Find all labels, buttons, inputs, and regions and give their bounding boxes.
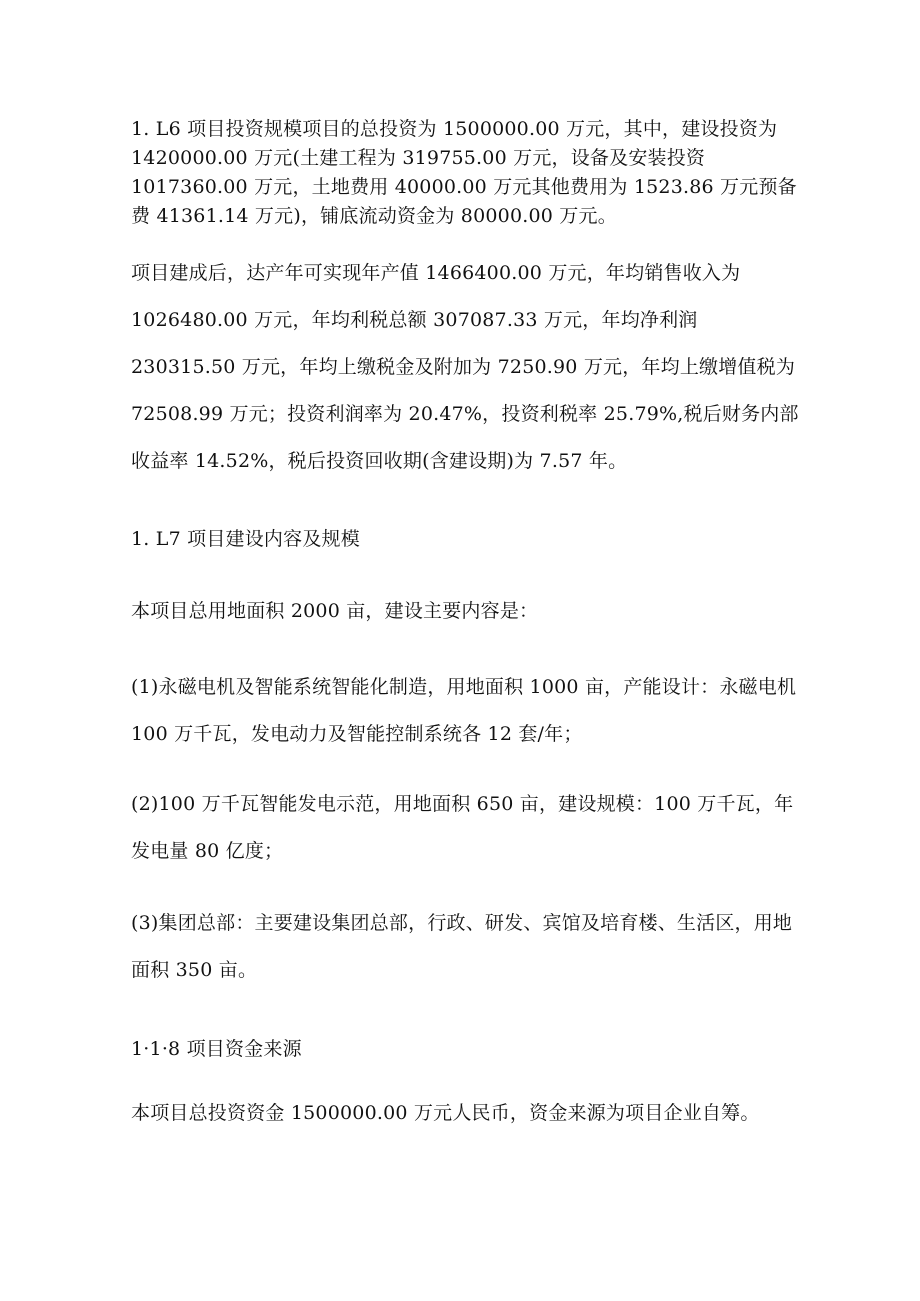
section-heading-funding-source: 1·1·8 项目资金来源 — [131, 1038, 302, 1060]
investment-scale-paragraph: 1. L6 项目投资规模项目的总投资为 1500000.00 万元，其中，建设投资为 1420000.00 万元(土建工程为 319755.00 万元，设备及安装投资 1017360.00 万元，土地费用 40000.00 万元其他费用为 1523.86 万元预备费 41361.14 万元)，铺底流动资金为 80000.00 万元。 — [131, 118, 797, 227]
construction-item-2: (2)100 万千瓦智能发电示范，用地面积 650 亩，建设规模：100 万千瓦，年发电量 80 亿度； — [131, 793, 794, 862]
funding-paragraph: 本项目总投资资金 1500000.00 万元人民币，资金来源为项目企业自筹。 — [131, 1102, 760, 1124]
construction-item-3: (3)集团总部：主要建设集团总部，行政、研发、宾馆及培育楼、生活区，用地面积 350 亩。 — [131, 912, 793, 981]
section-heading-construction-content: 1. L7 项目建设内容及规模 — [131, 528, 360, 550]
returns-paragraph: 项目建成后，达产年可实现年产值 1466400.00 万元，年均销售收入为 1026480.00 万元，年均利税总额 307087.33 万元，年均净利润 230315.50 万元，年均上缴税金及附加为 7250.90 万元，年均上缴增值税为 72508.99 万元；投资利润率为 20.47%，投资利税率 25.79%,税后财务内部收益率 14.52%，税后投资回收期(含建设期)为 7.57 年。 — [131, 262, 799, 472]
construction-item-1: (1)永磁电机及智能系统智能化制造，用地面积 1000 亩，产能设计：永磁电机 100 万千瓦，发电动力及智能控制系统各 12 套/年； — [131, 676, 797, 745]
construction-intro: 本项目总用地面积 2000 亩，建设主要内容是： — [131, 600, 539, 622]
